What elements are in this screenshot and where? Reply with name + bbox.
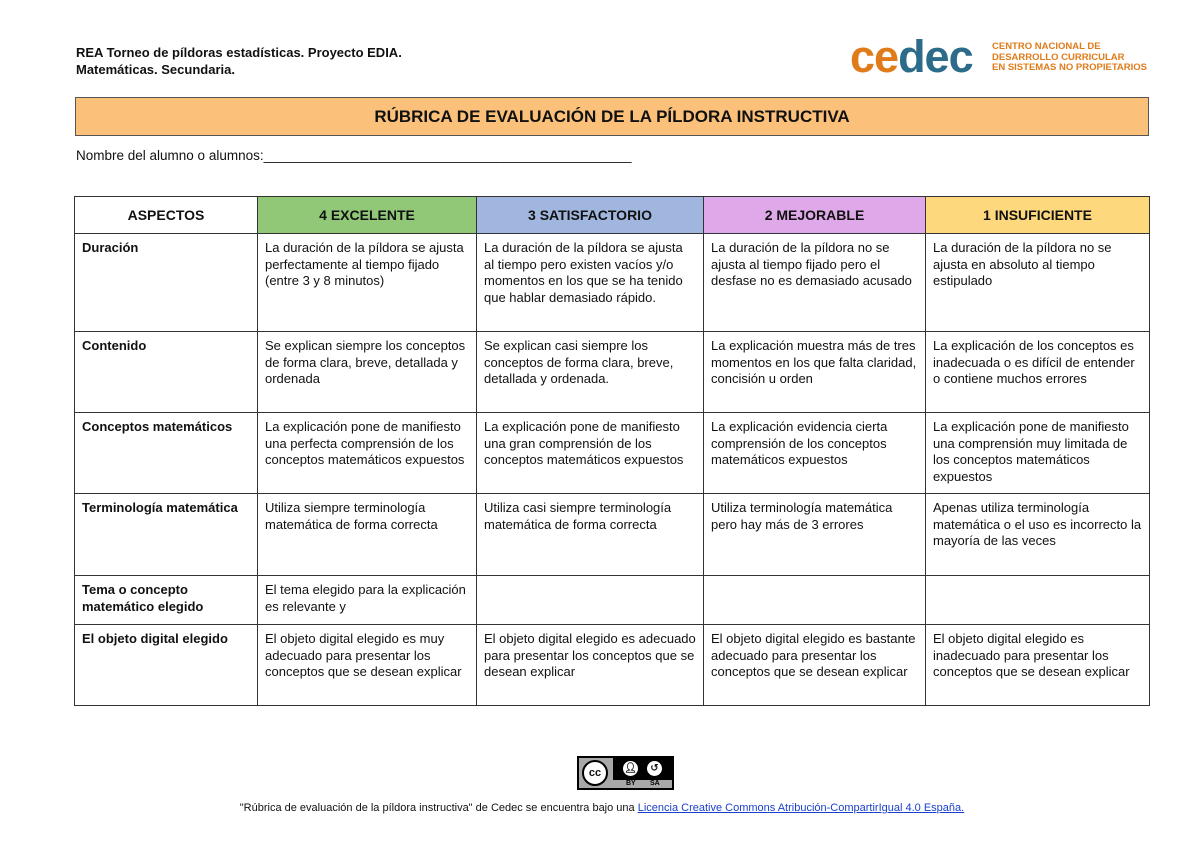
criteria-cell xyxy=(477,576,704,625)
criteria-cell xyxy=(704,576,926,625)
header-mejorable: 2 MEJORABLE xyxy=(704,197,926,234)
cc-sa-label: SA xyxy=(650,780,660,787)
aspect-cell: El objeto digital elegido xyxy=(75,625,258,706)
criteria-cell: La duración de la píldora se ajusta al tiempo pero existen vacíos y/o momentos en los que se ha tenido que hablar demasiado rápido. xyxy=(477,234,704,332)
table-row xyxy=(75,332,1150,413)
cc-icon: cc xyxy=(582,760,608,786)
logo-subtitle: CENTRO NACIONAL DE DESARROLLO CURRICULAR EN SISTEMAS NO PROPIETARIOS xyxy=(992,41,1148,73)
criteria-cell: La duración de la píldora no se ajusta al tiempo fijado pero el desfase no es demasiado acusado xyxy=(704,234,926,332)
header-aspectos: ASPECTOS xyxy=(75,197,258,234)
criteria-cell: La duración de la píldora no se ajusta en absoluto al tiempo estipulado xyxy=(926,234,1150,332)
criteria-cell: La explicación pone de manifiesto una gran comprensión de los conceptos matemáticos expuestos xyxy=(477,413,704,494)
header-line-1: REA Torneo de píldoras estadísticas. Proyecto EDIA. xyxy=(76,45,402,60)
criteria-cell: Apenas utiliza terminología matemática o el uso es incorrecto la mayoría de las veces xyxy=(926,494,1150,576)
criteria-cell: La explicación pone de manifiesto una perfecta comprensión de los conceptos matemáticos expuestos xyxy=(258,413,477,494)
share-alike-icon: ↺ xyxy=(646,760,663,777)
criteria-cell: Utiliza casi siempre terminología matemática de forma correcta xyxy=(477,494,704,576)
criteria-cell: La explicación muestra más de tres momentos en los que falta claridad, concisión u orden xyxy=(704,332,926,413)
aspect-cell: Duración xyxy=(75,234,258,332)
aspect-cell: Tema o concepto matemático elegido xyxy=(75,576,258,625)
aspect-cell: Contenido xyxy=(75,332,258,413)
criteria-cell: Se explican siempre los conceptos de forma clara, breve, detallada y ordenada xyxy=(258,332,477,413)
table-row xyxy=(75,234,1150,332)
criteria-cell: La explicación pone de manifiesto una comprensión muy limitada de los conceptos matemáticos expuestos xyxy=(926,413,1150,494)
criteria-cell: El objeto digital elegido es inadecuado para presentar los conceptos que se desean explicar xyxy=(926,625,1150,706)
attribution-person-icon: 👤︎ xyxy=(622,760,639,777)
table-row xyxy=(75,413,1150,494)
header-satisfactorio: 3 SATISFACTORIO xyxy=(477,197,704,234)
criteria-cell: El tema elegido para la explicación es relevante y xyxy=(258,576,477,625)
criteria-cell: El objeto digital elegido es muy adecuado para presentar los conceptos que se desean explicar xyxy=(258,625,477,706)
criteria-cell: Se explican casi siempre los conceptos de forma clara, breve, detallada y ordenada. xyxy=(477,332,704,413)
license-prefix: "Rúbrica de evaluación de la píldora instructiva" de Cedec se encuentra bajo una xyxy=(239,802,638,814)
header-insuficiente: 1 INSUFICIENTE xyxy=(926,197,1150,234)
criteria-cell: El objeto digital elegido es adecuado para presentar los conceptos que se desean explicar xyxy=(477,625,704,706)
criteria-cell: El objeto digital elegido es bastante adecuado para presentar los conceptos que se desean explicar xyxy=(704,625,926,706)
header-excelente: 4 EXCELENTE xyxy=(258,197,477,234)
table-row xyxy=(75,625,1150,706)
aspect-cell: Terminología matemática xyxy=(75,494,258,576)
criteria-cell: La duración de la píldora se ajusta perfectamente al tiempo fijado (entre 3 y 8 minutos) xyxy=(258,234,477,332)
license-link[interactable]: Licencia Creative Commons Atribución-CompartirIgual 4.0 España. xyxy=(637,802,965,814)
criteria-cell xyxy=(926,576,1150,625)
header-line-2: Matemáticas. Secundaria. xyxy=(76,62,235,77)
cedec-logo xyxy=(850,31,1150,84)
criteria-cell: Utiliza terminología matemática pero hay más de 3 errores xyxy=(704,494,926,576)
document-header xyxy=(76,44,402,78)
criteria-cell: La explicación evidencia cierta comprensión de los conceptos matemáticos expuestos xyxy=(704,413,926,494)
table-row xyxy=(75,576,1150,625)
table-row xyxy=(75,494,1150,576)
rubric-title: RÚBRICA DE EVALUACIÓN DE LA PÍLDORA INSTRUCTIVA xyxy=(75,97,1149,136)
aspect-cell: Conceptos matemáticos xyxy=(75,413,258,494)
license-notice xyxy=(0,802,1204,814)
student-name-field: Nombre del alumno o alumnos:_________________________________________________ xyxy=(76,148,632,163)
logo-wordmark: cedec xyxy=(850,31,973,82)
table-header-row xyxy=(75,197,1150,234)
cc-license-badge[interactable] xyxy=(577,756,674,790)
cc-by-label: BY xyxy=(626,780,636,787)
criteria-cell: La explicación de los conceptos es inadecuada o es difícil de entender o contiene muchos errores xyxy=(926,332,1150,413)
rubric-table xyxy=(74,196,1150,706)
criteria-cell: Utiliza siempre terminología matemática de forma correcta xyxy=(258,494,477,576)
